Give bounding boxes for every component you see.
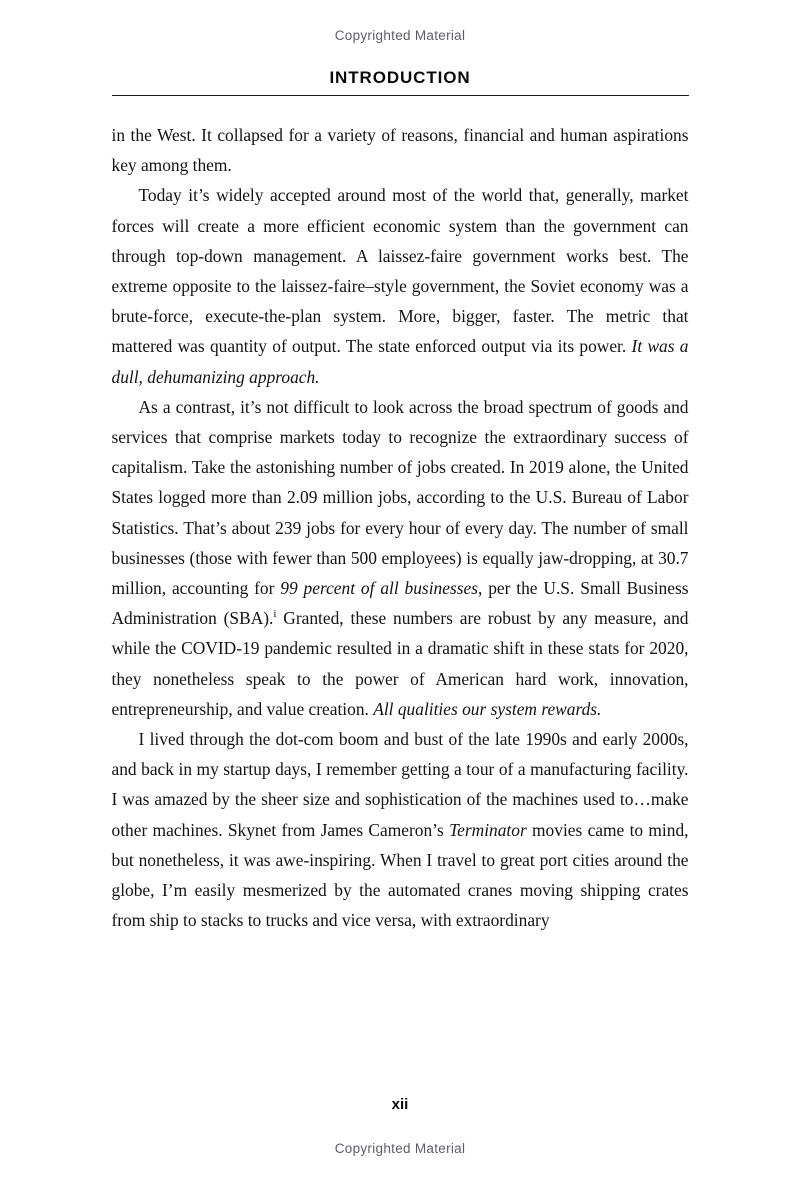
text-run: movies came to mind, but nonetheless, it was awe-inspiring. When I travel to great port cities around the globe, I’m easily mesmerized by the automated cranes moving shipping crates from ship to stacks to trucks and vice versa, with extraordinary bbox=[111, 819, 689, 931]
paragraph bbox=[112, 180, 689, 391]
italic-text: Terminator bbox=[449, 819, 527, 840]
chapter-title: INTRODUCTION bbox=[329, 68, 471, 87]
text-run: As a contrast, it’s not difficult to look across the broad spectrum of goods and services that comprise markets today to recognize the extraordinary success of capitalism. Take the astonishing number of jobs created. In 2019 alone, the United States logged more than 2.09 million jobs, according to the U.S. Bureau of Labor Statistics. That’s about 239 jobs for every hour of every day. The number of small businesses (those with fewer than 500 employees) is equally jaw-dropping, at 30.7 million, accounting for bbox=[111, 396, 689, 599]
text-run: Today it’s widely accepted around most of the world that, generally, market forces will create a more efficient economic system than the government can through top-down management. A laissez-faire government works best. The extreme opposite to the laissez-faire–style government, the Soviet economy was a brute-force, execute-the-plan system. More, bigger, faster. The metric that mattered was quantity of output. The state enforced output via its power. bbox=[111, 185, 689, 357]
header-rule bbox=[112, 95, 689, 96]
endnote-marker: i bbox=[273, 608, 277, 621]
italic-text: It was a dull, dehumanizing approach. bbox=[111, 336, 689, 387]
paragraph bbox=[112, 120, 689, 180]
body-text bbox=[112, 120, 689, 935]
copyright-notice-bottom: Copyrighted Material bbox=[334, 1141, 466, 1156]
page-header bbox=[0, 68, 800, 96]
text-run: Granted, these numbers are robust by any measure, and while the COVID-19 pandemic resulted in a dramatic shift in these stats for 2020, they nonetheless speak to the power of American hard work, innovation, entrepreneurship, and value creation. bbox=[111, 608, 689, 719]
paragraph bbox=[112, 724, 689, 935]
italic-text: All qualities our system rewards. bbox=[373, 698, 602, 719]
copyright-notice-top: Copyrighted Material bbox=[334, 28, 466, 43]
paragraph bbox=[112, 392, 689, 724]
italic-text: 99 percent of all businesses bbox=[280, 578, 478, 599]
text-run: , per the U.S. Small Business Administration (SBA). bbox=[111, 578, 689, 629]
text-run: I lived through the dot-com boom and bust of the late 1990s and early 2000s, and back in my startup days, I remember getting a tour of a manufacturing facility. I was amazed by the sheer size and sophistication of the machines used to…make other machines. Skynet from James Cameron’s bbox=[111, 729, 689, 840]
page-number: xii bbox=[391, 1096, 409, 1113]
text-run: in the West. It collapsed for a variety of reasons, financial and human aspirations key among them. bbox=[111, 125, 689, 176]
